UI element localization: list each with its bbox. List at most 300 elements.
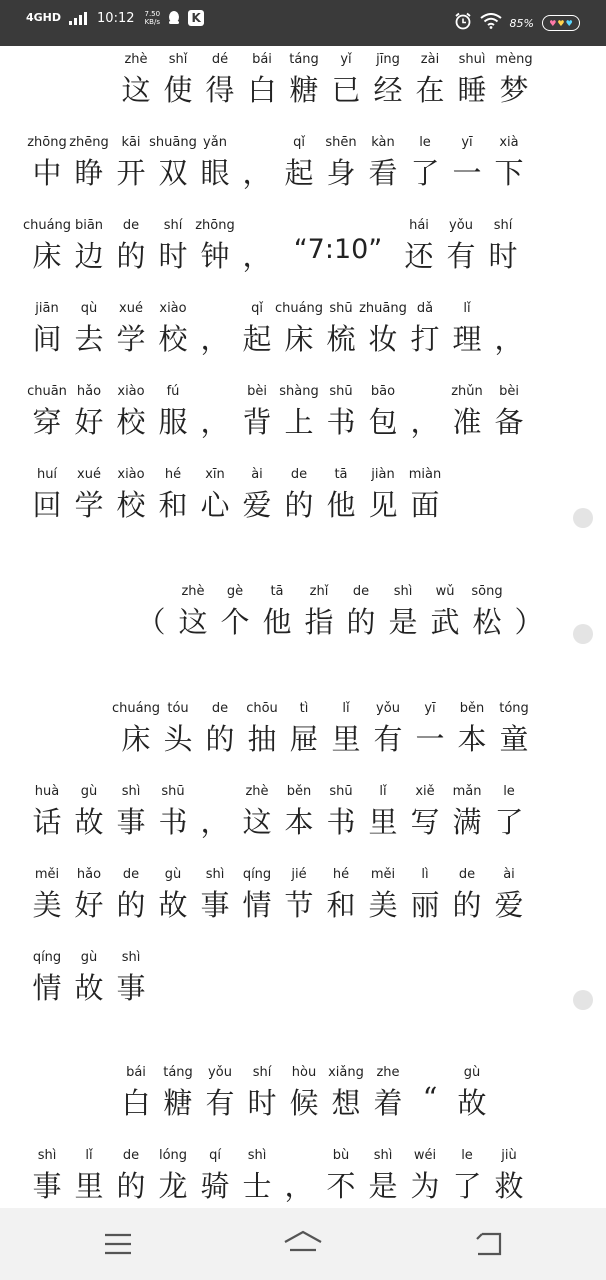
pinyin-text: xiào: [117, 467, 145, 482]
pinyin-text: xiào: [117, 384, 145, 399]
pinyin-text: shēn: [325, 135, 357, 150]
pinyin-character: [283, 1065, 325, 1125]
pinyin-character: [68, 950, 110, 1010]
pinyin-text: shì: [205, 867, 225, 882]
pinyin-character: [404, 867, 446, 927]
pinyin-text: de: [122, 867, 140, 882]
pinyin-character: [466, 584, 508, 644]
hanzi-text: 他: [262, 605, 292, 639]
hanzi-text: 头: [163, 722, 193, 756]
hanzi-text: 是: [368, 1169, 398, 1203]
pinyin-character: [194, 784, 236, 844]
pinyin-text: huà: [34, 784, 60, 799]
hanzi-text: 校: [116, 405, 146, 439]
pinyin-character: [446, 135, 488, 195]
hanzi-text: 一: [415, 722, 445, 756]
pinyin-character: [26, 135, 68, 195]
pinyin-character: [320, 867, 362, 927]
pinyin-text: zài: [420, 52, 440, 67]
hanzi-text: 本: [284, 805, 314, 839]
pinyin-character: [194, 467, 236, 527]
hanzi-text: 书: [158, 805, 188, 839]
reading-content[interactable]: [0, 46, 606, 1208]
pinyin-text: qù: [80, 301, 98, 316]
pinyin-character: [157, 52, 199, 112]
hanzi-text: 他: [326, 488, 356, 522]
pinyin-character: [199, 52, 241, 112]
pinyin-text: shì: [121, 784, 141, 799]
pinyin-character: [440, 218, 482, 278]
hanzi-text: 钟: [200, 239, 230, 273]
hanzi-text: ，: [494, 322, 524, 356]
pinyin-character: [241, 52, 283, 112]
pinyin-character: [362, 867, 404, 927]
pinyin-character: [214, 584, 256, 644]
hanzi-text: 下: [494, 156, 524, 190]
pinyin-character: [194, 218, 236, 278]
pinyin-text: bái: [126, 1065, 146, 1080]
pinyin-character: [194, 301, 236, 361]
pinyin-text: tóu: [167, 701, 189, 716]
hanzi-text: 事: [32, 1169, 62, 1203]
pinyin-text: shí: [252, 1065, 272, 1080]
hanzi-text: “7:10”: [293, 234, 383, 265]
pinyin-character: [367, 1065, 409, 1125]
hanzi-text: 想: [331, 1086, 361, 1120]
hanzi-text: 事: [200, 888, 230, 922]
pinyin-text: jiàn: [371, 467, 395, 482]
hanzi-text: 书: [326, 805, 356, 839]
pinyin-character: [446, 384, 488, 444]
pinyin-text: kàn: [371, 135, 395, 150]
hanzi-text: ，: [242, 239, 272, 273]
pinyin-text: shàng: [279, 384, 319, 399]
pinyin-character: [278, 1148, 320, 1208]
pinyin-text: hé: [164, 467, 182, 482]
hanzi-text: 眼: [200, 156, 230, 190]
pinyin-text: chuáng: [111, 701, 161, 716]
pinyin-character: [404, 135, 446, 195]
pinyin-character: [320, 384, 362, 444]
pinyin-text: xué: [77, 467, 101, 482]
hanzi-text: 梳: [326, 322, 356, 356]
pinyin-character: [110, 135, 152, 195]
hanzi-text: 面: [410, 488, 440, 522]
pinyin-character: [508, 584, 550, 644]
hanzi-text: 时: [247, 1086, 277, 1120]
pinyin-character: [398, 218, 440, 278]
pinyin-character: [488, 784, 530, 844]
pinyin-character: [362, 384, 404, 444]
pinyin-character: [325, 1065, 367, 1125]
pinyin-text: yǎn: [203, 135, 227, 150]
pinyin-text: xīn: [205, 467, 225, 482]
pinyin-character: [194, 1148, 236, 1208]
hanzi-text: 床: [32, 239, 62, 273]
hanzi-text: 准: [452, 405, 482, 439]
pinyin-character: [446, 1148, 488, 1208]
hanzi-text: ，: [200, 405, 230, 439]
hanzi-text: 情: [32, 971, 62, 1005]
pinyin-text: jiù: [501, 1148, 517, 1163]
pinyin-character: [236, 218, 278, 278]
pinyin-character: [26, 950, 68, 1010]
pinyin-character: [404, 301, 446, 361]
text-line: [26, 950, 152, 1010]
status-left: [26, 10, 204, 26]
pinyin-character: [488, 867, 530, 927]
text-line: [115, 52, 535, 112]
hanzi-text: 看: [368, 156, 398, 190]
hanzi-text: 白: [247, 73, 277, 107]
hanzi-text: 开: [116, 156, 146, 190]
pinyin-character: [446, 784, 488, 844]
hanzi-text: 理: [452, 322, 482, 356]
pinyin-character: [26, 301, 68, 361]
hanzi-text: 美: [368, 888, 398, 922]
hanzi-text: 的: [452, 888, 482, 922]
pinyin-character: [26, 467, 68, 527]
hanzi-text: 得: [205, 73, 235, 107]
hanzi-text: 里: [368, 805, 398, 839]
pinyin-character: [278, 384, 320, 444]
home-icon[interactable]: [283, 1224, 323, 1264]
hanzi-text: 爱: [494, 888, 524, 922]
pinyin-character: [424, 584, 466, 644]
pinyin-text: bèi: [247, 384, 267, 399]
hanzi-text: 里: [74, 1169, 104, 1203]
hanzi-text: 床: [121, 722, 151, 756]
hanzi-text: 在: [415, 73, 445, 107]
pinyin-text: de: [458, 867, 476, 882]
text-line: [115, 1065, 493, 1125]
pinyin-text: hòu: [291, 1065, 317, 1080]
hanzi-text: 备: [494, 405, 524, 439]
pinyin-text: zhè: [181, 584, 205, 599]
pinyin-text: ài: [503, 867, 515, 882]
hanzi-text: 屉: [289, 722, 319, 756]
hanzi-text: 个: [220, 605, 250, 639]
pinyin-character: [404, 467, 446, 527]
pinyin-text: lǐ: [342, 701, 350, 716]
pinyin-character: [362, 467, 404, 527]
pinyin-text: tā: [270, 584, 284, 599]
pinyin-character: [68, 1148, 110, 1208]
pinyin-character: [152, 384, 194, 444]
hanzi-text: 满: [452, 805, 482, 839]
pinyin-character: [320, 135, 362, 195]
hanzi-text: 本: [457, 722, 487, 756]
pinyin-text: lǐ: [379, 784, 387, 799]
hanzi-text: 童: [499, 722, 529, 756]
pinyin-character: [278, 218, 398, 278]
pinyin-text: qǐ: [251, 301, 263, 316]
hanzi-text: 校: [116, 488, 146, 522]
hanzi-text: 糖: [163, 1086, 193, 1120]
hanzi-text: 事: [116, 971, 146, 1005]
pinyin-character: [236, 135, 278, 195]
pinyin-text: zhuāng: [359, 301, 407, 316]
pinyin-character: [68, 467, 110, 527]
hanzi-text: 妆: [368, 322, 398, 356]
hanzi-text: 时: [158, 239, 188, 273]
speed-unit: KB/s: [144, 18, 160, 26]
pinyin-text: zhēng: [69, 135, 109, 150]
text-line: [26, 867, 530, 927]
hanzi-text: 救: [494, 1169, 524, 1203]
hanzi-text: 穿: [32, 405, 62, 439]
pinyin-character: [130, 584, 172, 644]
pinyin-text: sōng: [471, 584, 503, 599]
pinyin-text: shuì: [458, 52, 486, 67]
hanzi-text: 书: [326, 405, 356, 439]
pinyin-character: [488, 1148, 530, 1208]
hanzi-text: 着: [373, 1086, 403, 1120]
pinyin-character: [68, 784, 110, 844]
hanzi-text: 好: [74, 888, 104, 922]
pinyin-character: [359, 301, 407, 361]
pinyin-character: [451, 701, 493, 761]
pinyin-text: tì: [299, 701, 309, 716]
pinyin-character: [241, 701, 283, 761]
wifi-icon: [480, 13, 502, 33]
pinyin-text: lì: [421, 867, 429, 882]
pinyin-character: [482, 218, 524, 278]
pinyin-text: xiǎng: [328, 1065, 364, 1080]
battery-icon: ♥ ♥ ♥: [542, 15, 580, 31]
hanzi-text: 了: [452, 1169, 482, 1203]
back-icon[interactable]: [468, 1224, 508, 1264]
pinyin-character: [110, 1148, 152, 1208]
network-type: 4GHD: [26, 11, 62, 24]
pinyin-text: le: [419, 135, 431, 150]
pinyin-text: xué: [119, 301, 143, 316]
pinyin-character: [382, 584, 424, 644]
pinyin-character: [199, 1065, 241, 1125]
hanzi-text: 和: [158, 488, 188, 522]
pinyin-text: qíng: [32, 950, 62, 965]
hanzi-text: 故: [74, 805, 104, 839]
hanzi-text: 校: [158, 322, 188, 356]
hanzi-text: 故: [74, 971, 104, 1005]
pinyin-text: zhǔn: [451, 384, 483, 399]
pinyin-character: [236, 1148, 278, 1208]
pinyin-character: [110, 867, 152, 927]
pinyin-character: [488, 301, 530, 361]
pinyin-text: shū: [329, 784, 353, 799]
text-line: [26, 384, 530, 444]
hanzi-text: 已: [331, 73, 361, 107]
hanzi-text: 起: [284, 156, 314, 190]
pinyin-text: bù: [332, 1148, 350, 1163]
hanzi-text: 心: [200, 488, 230, 522]
pinyin-character: [149, 135, 197, 195]
pinyin-character: [241, 1065, 283, 1125]
pinyin-character: [325, 701, 367, 761]
pinyin-text: yǒu: [449, 218, 473, 233]
hanzi-text: 松: [472, 605, 502, 639]
hanzi-text: 白: [121, 1086, 151, 1120]
pinyin-text: chuáng: [22, 218, 72, 233]
pinyin-character: [488, 135, 530, 195]
pinyin-text: ài: [251, 467, 263, 482]
hanzi-text: 包: [368, 405, 398, 439]
pinyin-character: [274, 301, 324, 361]
hanzi-text: 背: [242, 405, 272, 439]
pinyin-character: [194, 867, 236, 927]
hanzi-text: 中: [32, 156, 62, 190]
pinyin-text: tóng: [499, 701, 529, 716]
hanzi-text: 是: [388, 605, 418, 639]
hanzi-text: 起: [242, 322, 272, 356]
hanzi-text: ，: [410, 405, 440, 439]
pinyin-text: chuáng: [274, 301, 324, 316]
pinyin-character: [493, 701, 535, 761]
pinyin-text: shí: [493, 218, 513, 233]
hanzi-text: 的: [205, 722, 235, 756]
pinyin-character: [236, 467, 278, 527]
pinyin-text: biān: [74, 218, 104, 233]
pinyin-character: [404, 784, 446, 844]
pinyin-text: hé: [332, 867, 350, 882]
hanzi-text: 情: [242, 888, 272, 922]
hanzi-text: 去: [74, 322, 104, 356]
pinyin-character: [283, 52, 325, 112]
hanzi-text: 了: [410, 156, 440, 190]
pinyin-character: [320, 301, 362, 361]
pinyin-text: yī: [461, 135, 473, 150]
hanzi-text: 身: [326, 156, 356, 190]
hanzi-text: 打: [410, 322, 440, 356]
hanzi-text: 武: [430, 605, 460, 639]
pinyin-text: hái: [409, 218, 429, 233]
pinyin-text: shǐ: [168, 52, 188, 67]
pinyin-character: [152, 218, 194, 278]
pinyin-character: [446, 867, 488, 927]
pinyin-text: mèng: [495, 52, 533, 67]
hanzi-text: 士: [242, 1169, 272, 1203]
hanzi-text: 好: [74, 405, 104, 439]
pinyin-text: fú: [166, 384, 180, 399]
hanzi-text: 时: [488, 239, 518, 273]
pinyin-character: [340, 584, 382, 644]
pinyin-character: [68, 301, 110, 361]
hanzi-text: ，: [200, 322, 230, 356]
pinyin-character: [26, 384, 68, 444]
hanzi-text: 指: [304, 605, 334, 639]
pinyin-text: hǎo: [76, 867, 102, 882]
pinyin-text: xià: [499, 135, 519, 150]
pinyin-text: shì: [393, 584, 413, 599]
pinyin-character: [157, 1065, 199, 1125]
pinyin-character: [110, 950, 152, 1010]
pinyin-character: [199, 701, 241, 761]
pinyin-text: shì: [373, 1148, 393, 1163]
hanzi-text: 有: [446, 239, 476, 273]
pinyin-text: le: [461, 1148, 473, 1163]
status-right: [454, 12, 580, 34]
pinyin-character: [298, 584, 340, 644]
hanzi-text: ，: [284, 1169, 314, 1203]
speed-value: 7.50: [144, 10, 161, 18]
text-line: [130, 584, 550, 644]
pinyin-text: hǎo: [76, 384, 102, 399]
hanzi-text: 这: [242, 805, 272, 839]
pinyin-character: [236, 384, 278, 444]
pinyin-character: [68, 135, 110, 195]
pinyin-text: bāo: [370, 384, 396, 399]
pinyin-character: [26, 784, 68, 844]
pinyin-text: zhōng: [195, 218, 235, 233]
scroll-indicator-dot[interactable]: [573, 990, 593, 1010]
text-line: [26, 784, 530, 844]
pinyin-character: [362, 1148, 404, 1208]
pinyin-text: zhōng: [27, 135, 67, 150]
pinyin-character: [451, 1065, 493, 1125]
hanzi-text: 故: [158, 888, 188, 922]
pinyin-character: [367, 52, 409, 112]
pinyin-text: táng: [163, 1065, 193, 1080]
hanzi-text: 间: [32, 322, 62, 356]
pinyin-character: [152, 784, 194, 844]
pinyin-character: [157, 701, 199, 761]
hanzi-text: 床: [284, 322, 314, 356]
hanzi-text: 上: [284, 405, 314, 439]
pinyin-text: gù: [80, 784, 98, 799]
scroll-indicator-dot[interactable]: [573, 508, 593, 528]
pinyin-text: shí: [163, 218, 183, 233]
pinyin-text: tā: [334, 467, 348, 482]
pinyin-text: yǐ: [340, 52, 352, 67]
pinyin-text: de: [290, 467, 308, 482]
pinyin-text: lóng: [158, 1148, 188, 1163]
hanzi-text: 梦: [499, 73, 529, 107]
pinyin-text: lǐ: [85, 1148, 93, 1163]
pinyin-text: huí: [36, 467, 58, 482]
hanzi-text: 爱: [242, 488, 272, 522]
hanzi-text: 故: [457, 1086, 487, 1120]
menu-icon[interactable]: [98, 1224, 138, 1264]
pinyin-character: [278, 135, 320, 195]
hanzi-text: 双: [158, 156, 188, 190]
hanzi-text: 了: [494, 805, 524, 839]
pinyin-text: yǒu: [208, 1065, 232, 1080]
hanzi-text: 里: [331, 722, 361, 756]
pinyin-text: de: [211, 701, 229, 716]
scroll-indicator-dot[interactable]: [573, 624, 593, 644]
pinyin-text: qíng: [242, 867, 272, 882]
k-app-icon: K: [188, 10, 204, 26]
pinyin-character: [152, 867, 194, 927]
pinyin-text: dǎ: [416, 301, 434, 316]
signal-icon: [69, 11, 87, 25]
pinyin-text: de: [122, 1148, 140, 1163]
pinyin-text: jié: [291, 867, 307, 882]
pinyin-character: [26, 867, 68, 927]
pinyin-text: chōu: [246, 701, 278, 716]
text-line: [26, 1148, 530, 1208]
pinyin-character: [320, 467, 362, 527]
hanzi-text: 候: [289, 1086, 319, 1120]
pinyin-character: [68, 384, 110, 444]
pinyin-text: mǎn: [452, 784, 482, 799]
text-line: [111, 701, 535, 761]
hanzi-text: 事: [116, 805, 146, 839]
pinyin-character: [283, 701, 325, 761]
hanzi-text: 不: [326, 1169, 356, 1203]
pinyin-character: [68, 867, 110, 927]
pinyin-text: gù: [80, 950, 98, 965]
